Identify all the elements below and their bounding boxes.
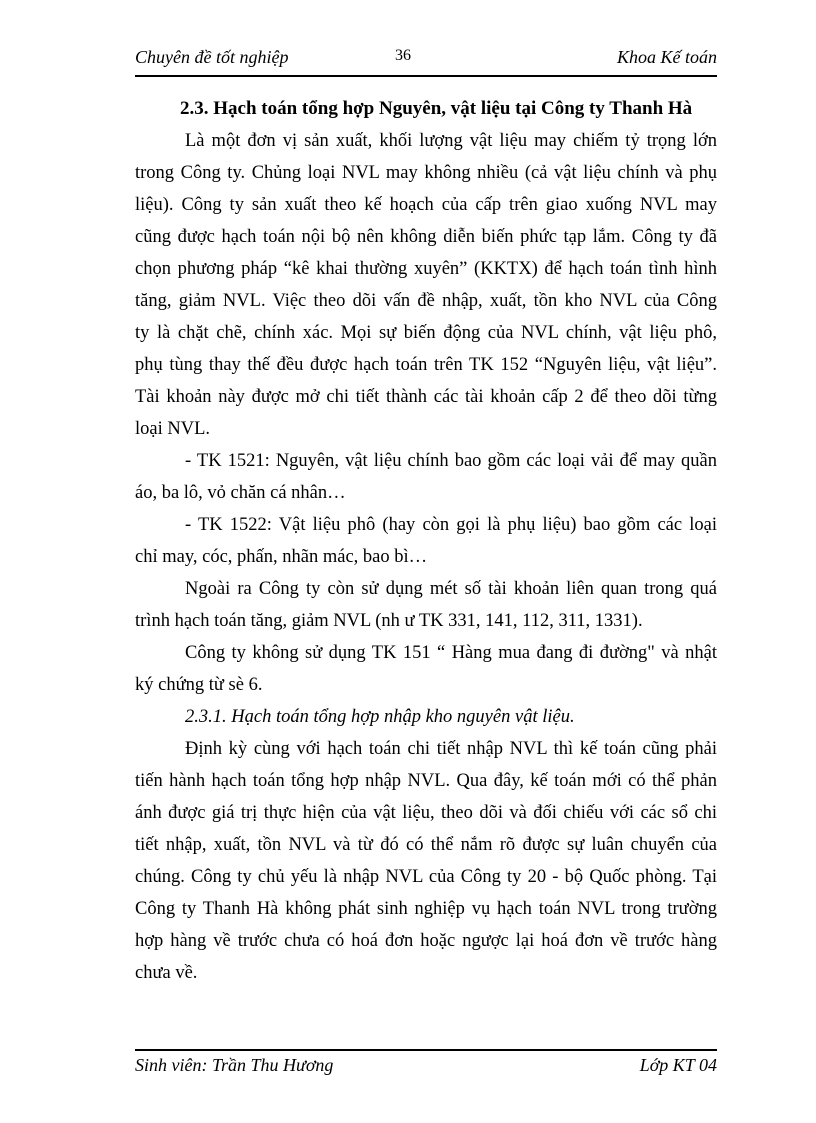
- subheading: 2.3.1. Hạch toán tổng hợp nhập kho nguyên vật liệu.: [185, 707, 575, 727]
- footer-left: Sinh viên: Trần Thu Hương: [135, 1055, 334, 1075]
- page-number: 36: [395, 47, 411, 64]
- text-line: ký chứng từ sè 6.: [135, 675, 263, 695]
- footer-right: Lớp KT 04: [639, 1055, 717, 1075]
- paragraph: [135, 637, 717, 701]
- text-line: trình hạch toán tăng, giảm NVL (nh ư TK 331, 141, 112, 311, 1331).: [135, 611, 643, 631]
- text-line: Công ty Thanh Hà không phát sinh nghiệp vụ hạch toán NVL trong trường: [135, 899, 717, 919]
- text-line: hợp hàng về trước chưa có hoá đơn hoặc ngược lại hoá đơn về trước hàng: [135, 931, 717, 951]
- text-line: cũng được hạch toán nội bộ nên không diễn biến phức tạp lắm. Công ty đã: [135, 227, 717, 247]
- paragraph: [135, 445, 717, 509]
- text-line: phụ tùng thay thế đều được hạch toán trên TK 152 “Nguyên liệu, vật liệu”.: [135, 355, 717, 375]
- header-rule: [135, 75, 717, 77]
- text-line: Công ty không sử dụng TK 151 “ Hàng mua đang đi đường" và nhật: [185, 643, 717, 663]
- text-line: - TK 1521: Nguyên, vật liệu chính bao gồm các loại vải để may quần: [185, 451, 717, 471]
- page-header: [135, 47, 717, 71]
- text-line: tiến hành hạch toán tổng hợp nhập NVL. Qua đây, kế toán mới có thể phản: [135, 771, 717, 791]
- text-line: chọn phương pháp “kê khai thường xuyên” (KKTX) để hạch toán tình hình: [135, 259, 717, 279]
- text-line: chỉ may, cóc, phấn, nhãn mác, bao bì…: [135, 547, 428, 567]
- text-line: Định kỳ cùng với hạch toán chi tiết nhập NVL thì kế toán cũng phải: [185, 739, 717, 759]
- page-footer: [135, 1055, 717, 1079]
- paragraph: [135, 125, 717, 445]
- text-line: - TK 1522: Vật liệu phô (hay còn gọi là phụ liệu) bao gồm các loại: [185, 515, 717, 535]
- text-line: Ngoài ra Công ty còn sử dụng mét số tài khoản liên quan trong quá: [185, 579, 717, 599]
- paragraph: [135, 509, 717, 573]
- text-line: ty là chặt chẽ, chính xác. Mọi sự biến động của NVL chính, vật liệu phô,: [135, 323, 717, 343]
- text-line: Là một đơn vị sản xuất, khối lượng vật liệu may chiếm tỷ trọng lớn: [185, 131, 717, 151]
- text-line: tăng, giảm NVL. Việc theo dõi vấn đề nhập, xuất, tồn kho NVL của Công: [135, 291, 717, 311]
- paragraph: [135, 573, 717, 637]
- header-right: Khoa Kế toán: [616, 47, 717, 67]
- text-line: Tài khoản này được mở chi tiết thành các tài khoản cấp 2 để theo dõi từng: [135, 387, 717, 407]
- text-line: trong Công ty. Chủng loại NVL may không nhiều (cả vật liệu chính và phụ: [135, 163, 717, 183]
- text-line: chúng. Công ty chủ yếu là nhập NVL của Công ty 20 - bộ Quốc phòng. Tại: [135, 867, 717, 887]
- document-body: [135, 93, 717, 989]
- text-line: ánh được giá trị thực hiện của vật liệu, theo dõi và đối chiếu với các sổ chi: [135, 803, 717, 823]
- text-line: áo, ba lô, vỏ chăn cá nhân…: [135, 483, 346, 503]
- footer-rule: [135, 1049, 717, 1051]
- text-line: loại NVL.: [135, 419, 211, 439]
- header-left: Chuyên đề tốt nghiệp: [135, 47, 289, 67]
- section-title: 2.3. Hạch toán tổng hợp Nguyên, vật liệu tại Công ty Thanh Hà: [180, 98, 693, 119]
- text-line: chưa về.: [135, 963, 198, 983]
- text-line: liệu). Công ty sản xuất theo kế hoạch của cấp trên giao xuống NVL may: [135, 195, 717, 215]
- paragraph: [135, 733, 717, 989]
- text-line: tiết nhập, xuất, tồn NVL và từ đó có thể nắm rõ được sự luân chuyển của: [135, 835, 717, 855]
